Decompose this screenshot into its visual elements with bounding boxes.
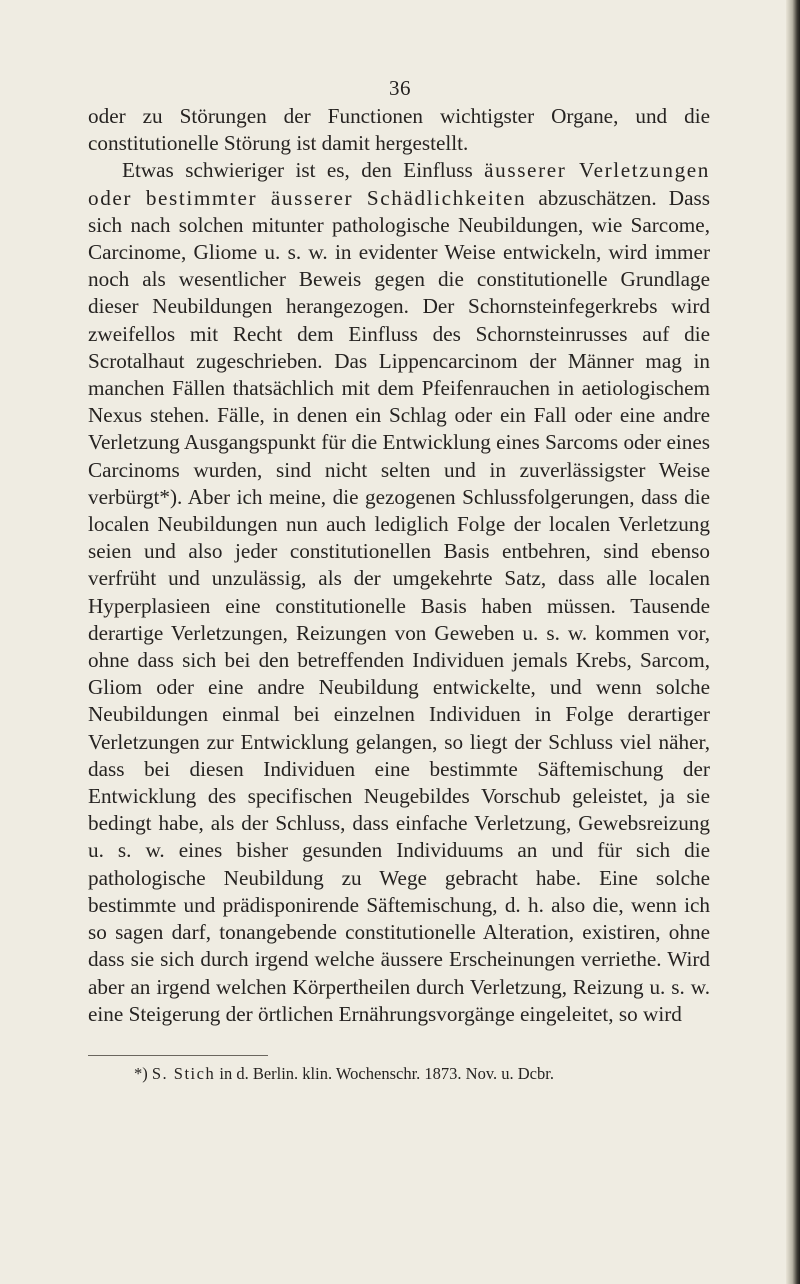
- footnote-citation: in d. Berlin. klin. Wochenschr. 1873. Nov. u. Dcbr.: [215, 1064, 554, 1083]
- page-number: 36: [389, 76, 411, 100]
- body-text: [88, 103, 710, 1028]
- paragraph-main: [88, 157, 710, 1028]
- paragraph-body-text: abzuschätzen. Dass sich nach solchen mitunter pathologische Neubildungen, wie Sarcome, Carcinome, Gliome u. s. w. in evidenter Weise entwickeln, wird immer noch als wesentlicher Beweis gegen die constitutionelle Grundlage dieser Neubildungen herangezogen. Der Schornsteinfegerkrebs wird zweifellos mit Recht dem Einfluss des Schornsteinrusses auf die Scrotalhaut zugeschrieben. Das Lippencarcinom der Männer mag in manchen Fällen thatsächlich mit dem Pfeifenrauchen in aetiologischem Nexus stehen. Fälle, in denen ein Schlag oder ein Fall oder eine andre Verletzung Ausgangspunkt für die Entwicklung eines Sarcoms oder eines Carcinoms wurden, sind nicht selten und in zuverlässigster Weise verbürgt*). Aber ich meine, die gezogenen Schlussfolgerungen, dass die localen Neubildungen nun auch lediglich Folge der localen Verletzung seien und also jeder constitutionellen Basis entbehren, sind ebenso verfrüht und unzulässig, als der umgekehrte Satz, dass alle localen Hyperplasieen eine constitutionelle Basis haben müssen. Tausende derartige Verletzungen, Reizungen von Geweben u. s. w. kommen vor, ohne dass sich bei den betreffenden Individuen jemals Krebs, Sarcom, Gliom oder eine andre Neubildung entwickelte, und wenn solche Neubildungen einmal bei einzelnen Individuen in Folge derartiger Verletzungen zur Entwicklung gelangen, so liegt der Schluss viel näher, dass bei diesen Individuen eine bestimmte Säftemischung der Entwicklung des specifischen Neugebildes Vorschub geleistet, ja sie bedingt habe, als der Schluss, dass einfache Verletzung, Gewebsreizung u. s. w. eines bisher gesunden Individuums an und für sich die pathologische Neubildung zu Wege gebracht habe. Eine solche bestimmte und prädisponirende Säftemischung, d. h. also die, wenn ich so sagen darf, tonangebende constitutionelle Alteration, existiren, ohne dass sie sich durch irgend welche äussere Erscheinungen verriethe. Wird aber an irgend welchen Körpertheilen durch Verletzung, Reizung u. s. w. eine Steigerung der örtlichen Ernährungsvorgänge eingeleitet, so wird: [88, 185, 710, 1026]
- paragraph-lead-text: Etwas schwieriger ist es, den Einfluss: [122, 158, 485, 183]
- footnote: [134, 1064, 694, 1084]
- page-edge-shadow: [786, 0, 800, 1284]
- footnote-author: S. Stich: [151, 1064, 216, 1083]
- emphasized-phrase: äusserer Verletzungen oder bestimmter äusserer Schädlichkeiten: [88, 158, 710, 210]
- footnote-marker: *): [134, 1064, 148, 1083]
- footnote-divider: [88, 1055, 268, 1056]
- paragraph-continuation: oder zu Störungen der Functionen wichtigster Organe, und die constitutionelle Störung ist damit hergestellt.: [88, 104, 710, 156]
